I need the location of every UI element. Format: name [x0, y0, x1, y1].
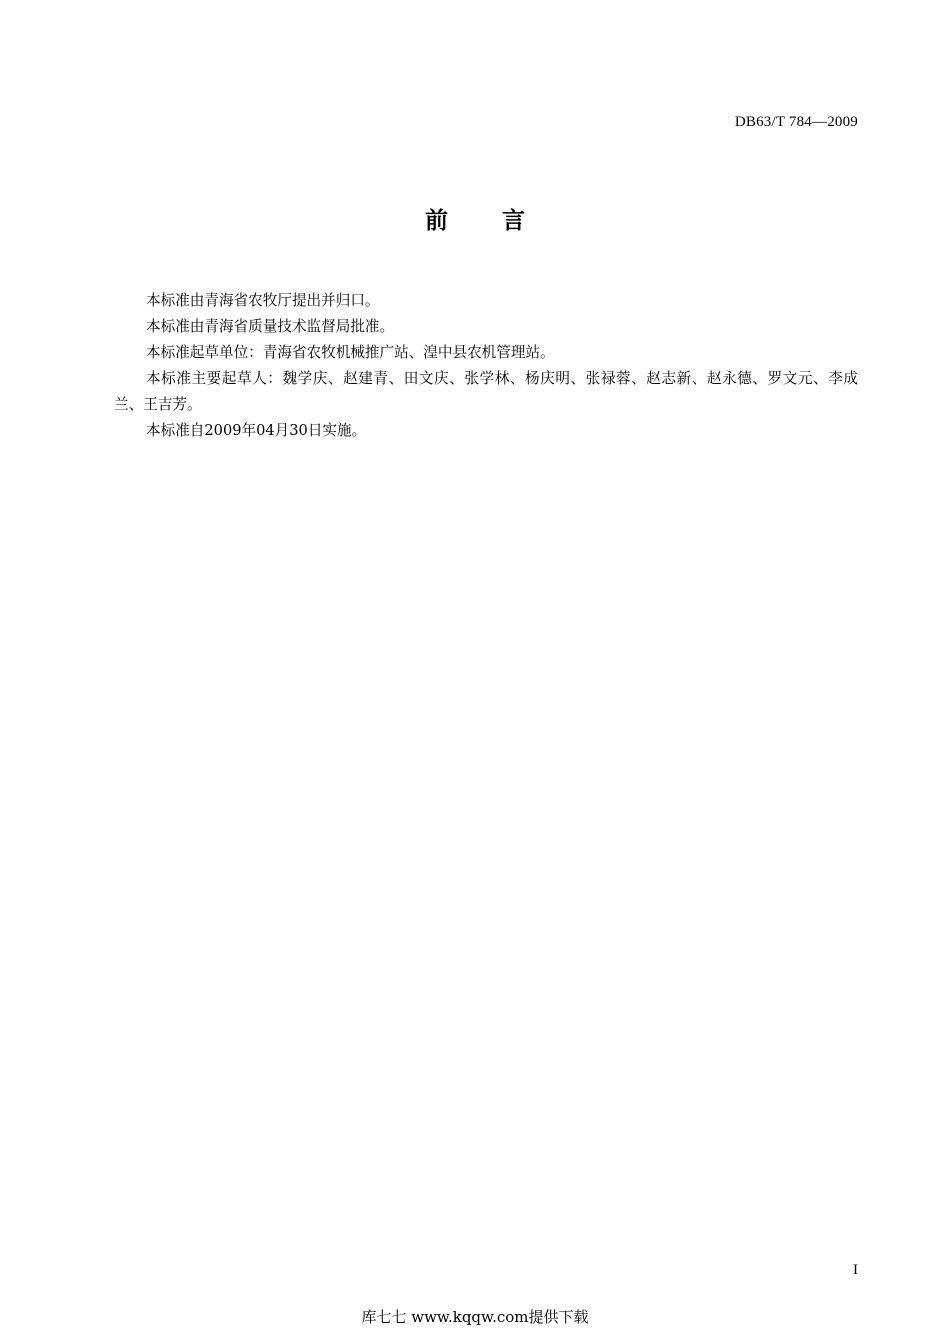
document-code: DB63/T 784—2009: [734, 114, 858, 130]
paragraph-approver: 本标准由青海省质量技术监督局批准。: [146, 318, 395, 335]
paragraph-effective-date: 本标准自2009年04月30日实施。: [146, 422, 367, 439]
foreword-body: [114, 288, 858, 444]
page-number: I: [853, 1262, 858, 1278]
paragraph-drafting-units: 本标准起草单位：青海省农牧机械推广站、湟中县农机管理站。: [146, 344, 555, 361]
paragraph-proposer: 本标准由青海省农牧厅提出并归口。: [146, 292, 380, 309]
paragraph-drafters: 本标准主要起草人：魏学庆、赵建青、田文庆、张学林、杨庆明、张禄蓉、赵志新、赵永德、罗文元、李成兰、王吉芳。: [114, 370, 858, 413]
download-source-footer: 库七七 www.kqqw.com提供下载: [361, 1308, 589, 1326]
page-title: 前言: [425, 208, 579, 234]
